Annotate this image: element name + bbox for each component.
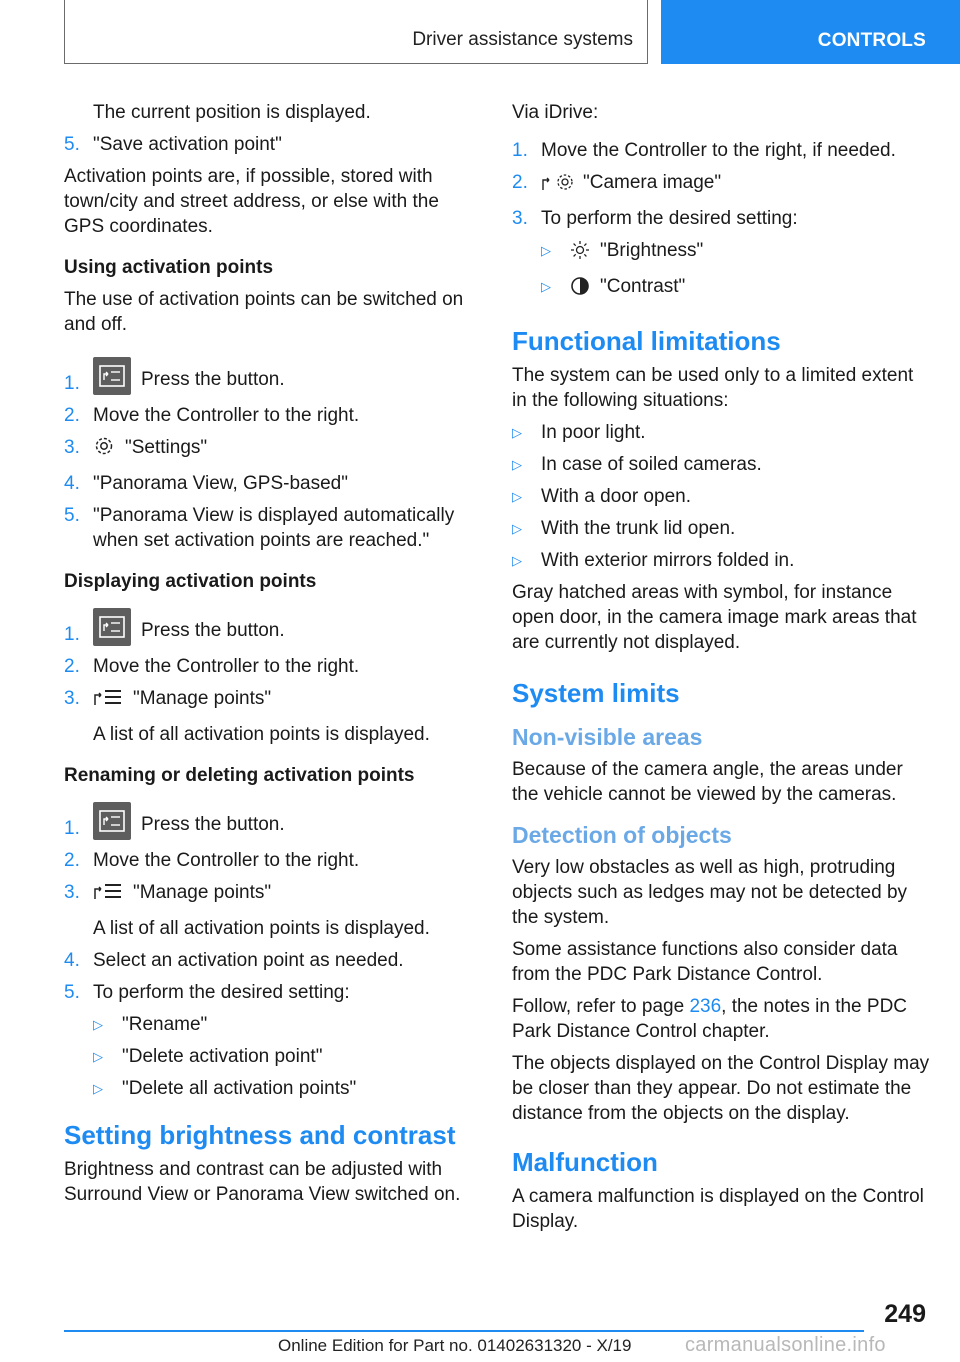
footer-watermark: carmanualsonline.info	[685, 1334, 886, 1356]
step-text: Move the Controller to the right, if needed.	[541, 140, 896, 161]
step-number: 1.	[512, 140, 528, 161]
step-number: 2.	[64, 656, 80, 677]
paragraph: Very low obstacles as well as high, protruding objects such as ledges may not be detected by the system.	[512, 857, 908, 928]
list-item	[64, 357, 474, 396]
step-number: 3.	[64, 688, 80, 709]
header-chapter-tab	[661, 0, 960, 64]
list-item	[64, 1012, 474, 1037]
manage-points-icon	[93, 882, 123, 909]
footer-divider	[64, 1330, 864, 1332]
paragraph: Because of the camera angle, the areas under the vehicle cannot be viewed by the cameras.	[512, 759, 903, 805]
bullet-text: With a door open.	[541, 486, 691, 507]
step-text: Press the button.	[141, 369, 285, 390]
step-number: 4.	[64, 473, 80, 494]
camera-button-icon	[93, 357, 131, 395]
paragraph: A camera malfunction is displayed on the Control Display.	[512, 1186, 924, 1232]
heading-brightness: Setting brightness and contrast	[64, 1120, 456, 1150]
list-item	[512, 274, 932, 303]
step-number: 2.	[512, 172, 528, 193]
step-number: 4.	[64, 950, 80, 971]
triangle-bullet-icon: ▷	[512, 521, 522, 536]
footer-edition: Online Edition for Part no. 01402631320 - X/19	[278, 1336, 632, 1355]
triangle-bullet-icon: ▷	[93, 1081, 103, 1096]
step-number: 2.	[64, 405, 80, 426]
page-number: 249	[884, 1300, 926, 1328]
step-number: 1.	[64, 373, 80, 394]
bullet-text: "Contrast"	[600, 276, 686, 297]
step-text: "Camera image"	[583, 172, 722, 193]
triangle-bullet-icon: ▷	[93, 1017, 103, 1032]
via-idrive-text: Via iDrive:	[512, 102, 599, 123]
bullet-text: "Brightness"	[600, 240, 704, 261]
step-number: 5.	[64, 982, 80, 1003]
brightness-icon	[570, 240, 590, 267]
list-item	[64, 980, 474, 1005]
gear-icon	[93, 435, 115, 464]
list-item	[64, 686, 474, 715]
camera-button-icon	[93, 802, 131, 840]
triangle-bullet-icon: ▷	[512, 489, 522, 504]
step-number: 5.	[64, 134, 80, 155]
step-text: Move the Controller to the right.	[93, 656, 360, 677]
step-text: "Manage points"	[133, 882, 272, 903]
bullet-text: In poor light.	[541, 422, 646, 443]
list-item	[64, 1076, 474, 1101]
paragraph: Brightness and contrast can be adjusted with Surround View or Panorama View switched on.	[64, 1159, 461, 1205]
bullet-text: "Rename"	[122, 1014, 208, 1035]
bullet-text: "Delete all activation points"	[122, 1078, 357, 1099]
bullet-text: "Delete activation point"	[122, 1046, 323, 1067]
list-item	[64, 948, 474, 973]
step-text: "Panorama View is displayed automatically when set activation points are reached."	[93, 505, 455, 551]
paragraph: The use of activation points can be switched on and off.	[64, 289, 464, 335]
right-column	[512, 100, 932, 1241]
triangle-bullet-icon: ▷	[93, 1049, 103, 1064]
step-number: 3.	[64, 437, 80, 458]
list-item	[64, 802, 474, 841]
step-number: 3.	[64, 882, 80, 903]
contrast-icon	[570, 276, 590, 303]
heading-non-visible-areas: Non-visible areas	[512, 724, 703, 750]
list-item	[64, 654, 474, 679]
camera-button-icon	[93, 608, 131, 646]
bullet-text: With the trunk lid open.	[541, 518, 736, 539]
list-item	[512, 138, 932, 163]
intro-text: The current position is displayed.	[93, 102, 371, 123]
paragraph: Gray hatched areas with symbol, for instance open door, in the camera image mark areas that are currently not displayed.	[512, 582, 917, 653]
subheading-using: Using activation points	[64, 257, 274, 278]
note-text: A list of all activation points is displayed.	[93, 918, 430, 939]
step-number: 3.	[512, 208, 528, 229]
list-item	[512, 516, 932, 541]
list-item	[64, 608, 474, 647]
step-text: "Save activation point"	[93, 134, 282, 155]
list-item	[64, 880, 474, 909]
chapter-title: CONTROLS	[817, 30, 926, 51]
list-item	[512, 548, 932, 573]
paragraph: Activation points are, if possible, stored with town/city and street address, or else with the GPS coordinates.	[64, 166, 439, 237]
list-item	[64, 848, 474, 873]
paragraph: Follow, refer to page 236, the notes in the PDC Park Distance Control chapter.	[512, 996, 908, 1042]
manage-points-icon	[93, 688, 123, 715]
paragraph: Some assistance functions also consider data from the PDC Park Distance Control.	[512, 939, 898, 985]
triangle-bullet-icon: ▷	[512, 425, 522, 440]
left-column	[64, 100, 474, 1214]
paragraph: The system can be used only to a limited extent in the following situations:	[512, 365, 914, 411]
section-title: Driver assistance systems	[412, 29, 633, 50]
triangle-bullet-icon: ▷	[541, 243, 551, 258]
triangle-bullet-icon: ▷	[512, 553, 522, 568]
step-text: Move the Controller to the right.	[93, 405, 360, 426]
subheading-displaying: Displaying activation points	[64, 571, 317, 592]
step-number: 1.	[64, 624, 80, 645]
list-item	[512, 170, 932, 199]
list-item	[64, 403, 474, 428]
list-item	[512, 206, 932, 231]
list-item	[512, 420, 932, 445]
list-item	[64, 435, 474, 464]
list-item	[512, 484, 932, 509]
step-number: 5.	[64, 505, 80, 526]
list-item	[64, 132, 474, 157]
paragraph: The objects displayed on the Control Display may be closer than they appear. Do not estimate the distance from the objects on the display.	[512, 1053, 930, 1124]
triangle-bullet-icon: ▷	[541, 279, 551, 294]
step-text: To perform the desired setting:	[93, 982, 350, 1003]
step-text: Press the button.	[141, 620, 285, 641]
triangle-bullet-icon: ▷	[512, 457, 522, 472]
step-number: 1.	[64, 818, 80, 839]
list-item	[64, 503, 474, 553]
heading-detection-of-objects: Detection of objects	[512, 822, 732, 848]
list-item	[64, 1044, 474, 1069]
step-text: Press the button.	[141, 814, 285, 835]
heading-functional-limitations: Functional limitations	[512, 326, 781, 356]
step-text: "Settings"	[125, 437, 208, 458]
step-text: Select an activation point as needed.	[93, 950, 404, 971]
page-reference-link[interactable]: 236	[689, 996, 722, 1017]
note-text: A list of all activation points is displayed.	[93, 724, 430, 745]
heading-system-limits: System limits	[512, 678, 680, 708]
list-item	[512, 238, 932, 267]
step-text: "Manage points"	[133, 688, 272, 709]
list-item	[512, 452, 932, 477]
step-number: 2.	[64, 850, 80, 871]
list-item	[64, 471, 474, 496]
bullet-text: In case of soiled cameras.	[541, 454, 762, 475]
bullet-text: With exterior mirrors folded in.	[541, 550, 795, 571]
heading-malfunction: Malfunction	[512, 1147, 658, 1177]
step-text: "Panorama View, GPS-based"	[93, 473, 348, 494]
camera-settings-icon	[541, 172, 573, 199]
header-section-box	[64, 0, 648, 64]
step-text: Move the Controller to the right.	[93, 850, 360, 871]
step-text: To perform the desired setting:	[541, 208, 798, 229]
subheading-renaming: Renaming or deleting activation points	[64, 765, 415, 786]
